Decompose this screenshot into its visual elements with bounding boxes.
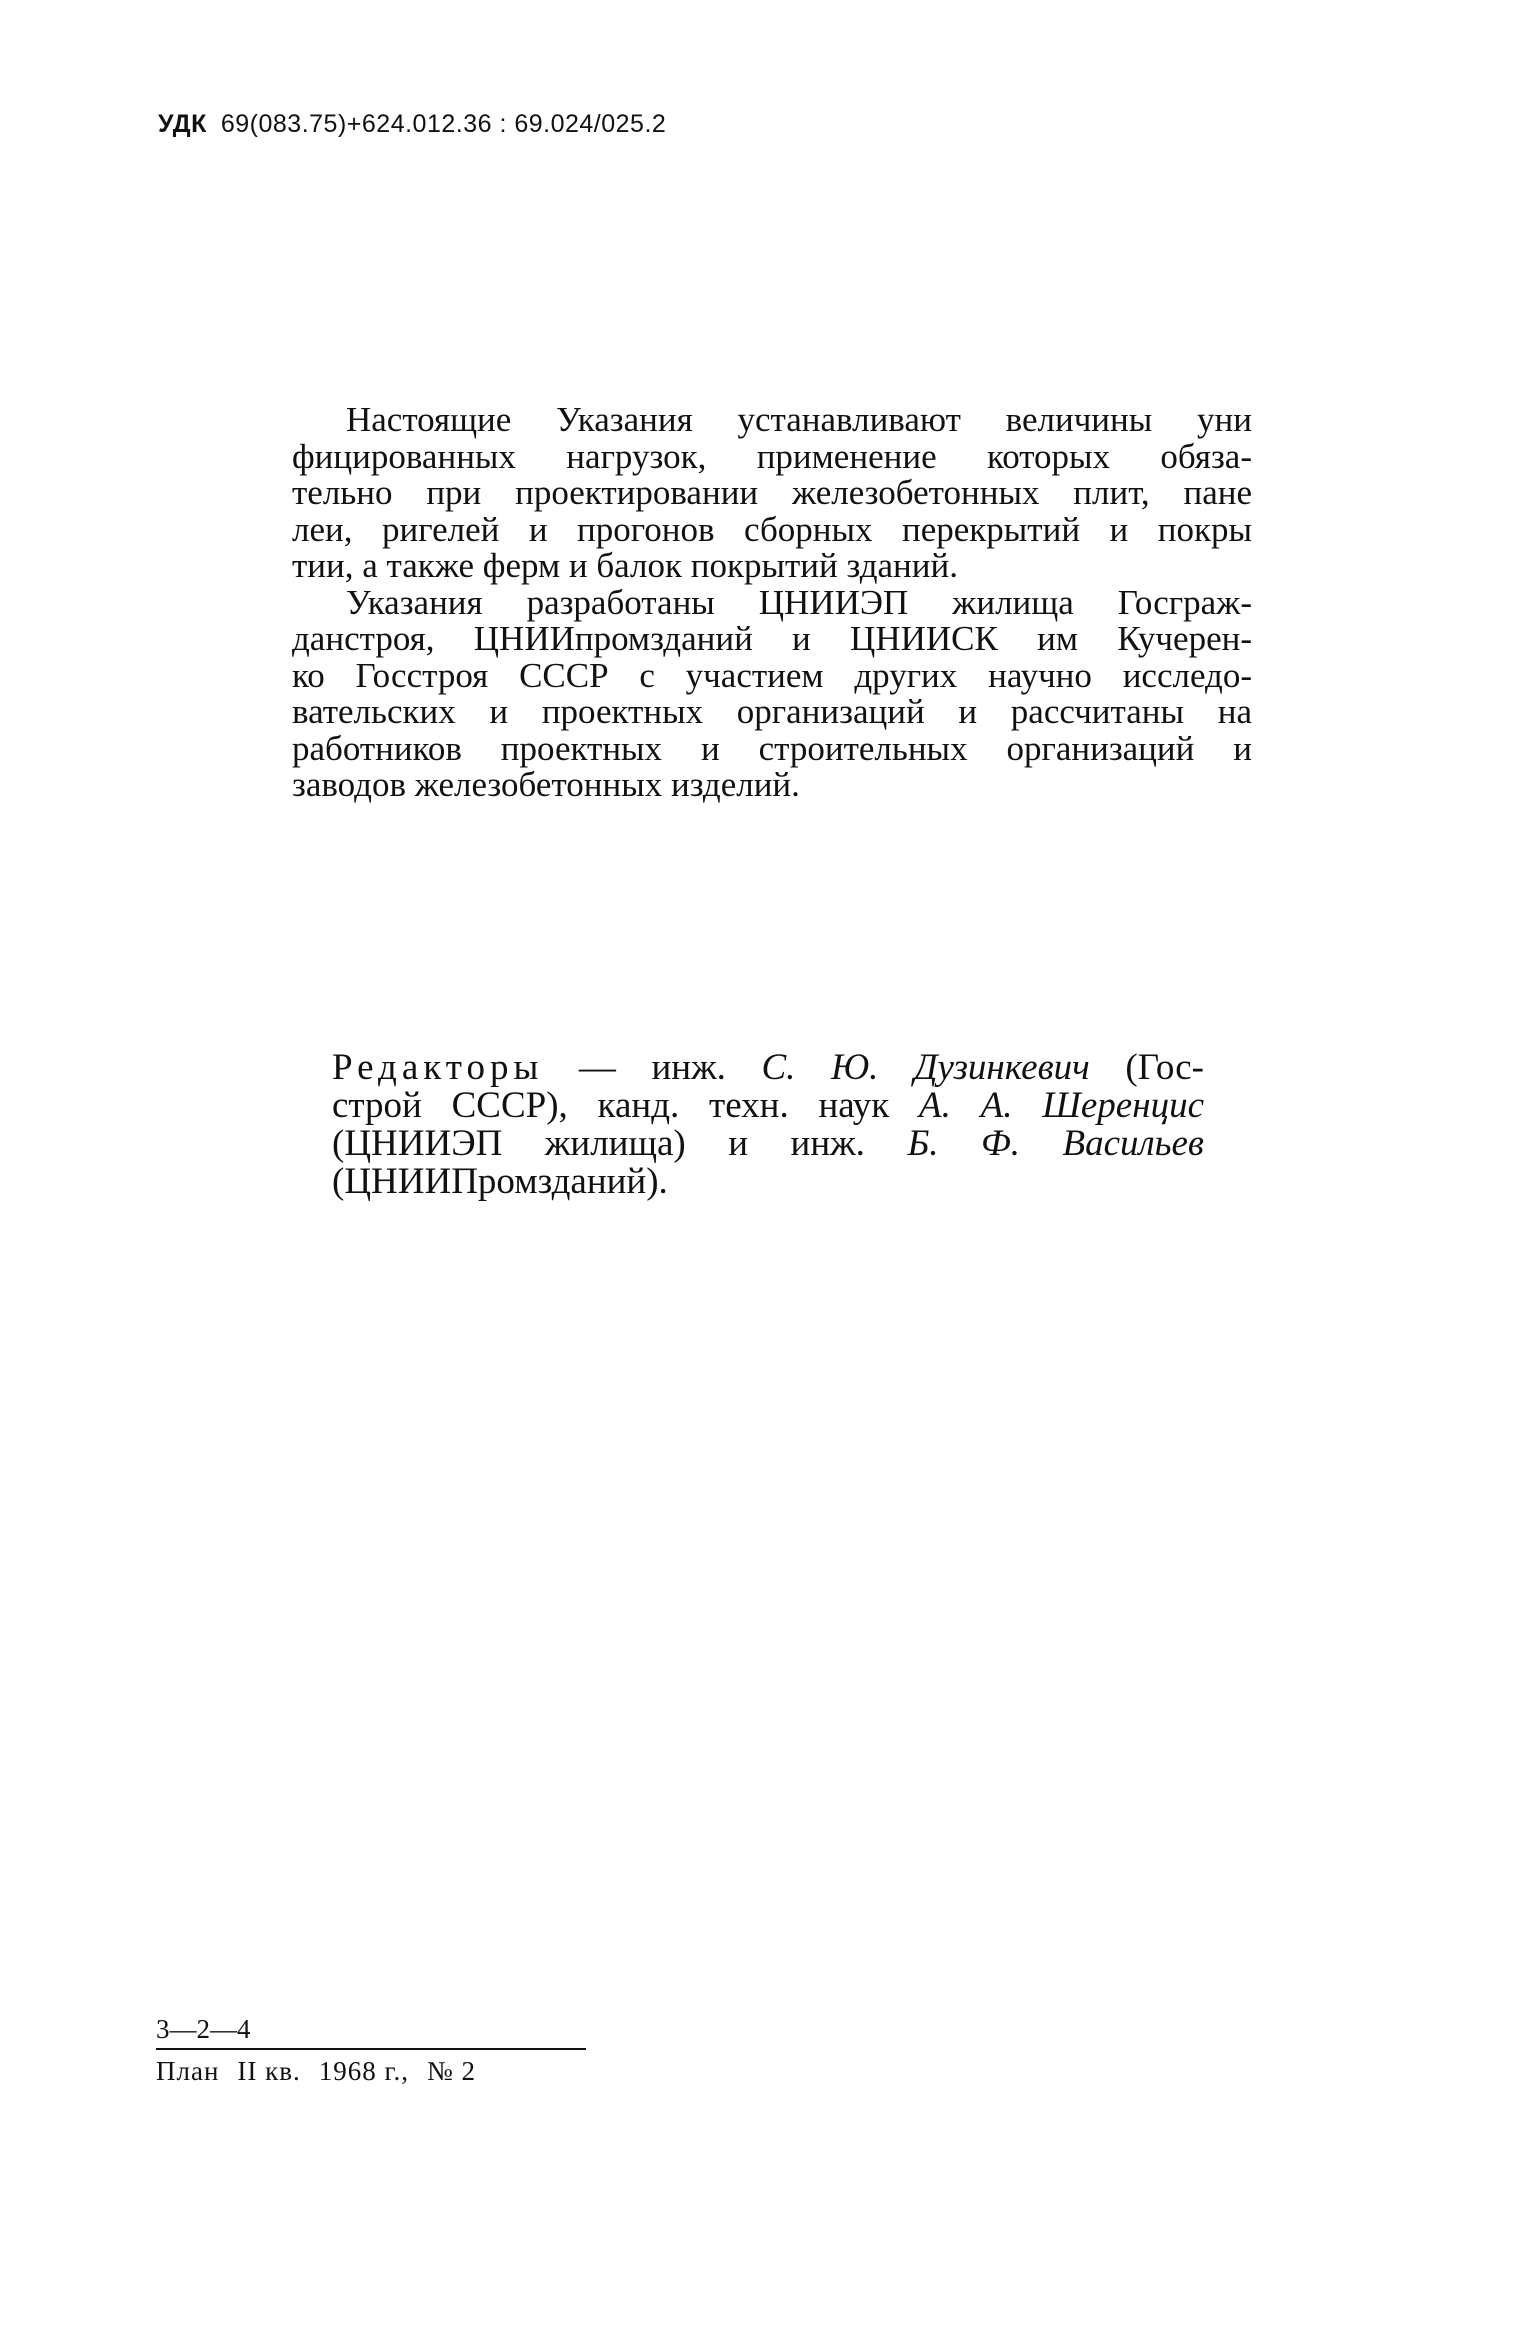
editor-3-name: Б. Ф. Васильев — [907, 1123, 1204, 1164]
text-line: заводов железобетонных изделий. — [292, 765, 800, 804]
udk-code: 69(083.75)+624.012.36 : 69.024/025.2 — [220, 110, 667, 138]
publication-footer — [156, 2014, 586, 2086]
text-line: фицированных нагрузок, применение которых обяза- — [292, 436, 1252, 476]
editor-2-name: А. А. Шеренцис — [919, 1085, 1204, 1126]
annotation-text — [292, 402, 1252, 804]
text-line: ко Госстроя СССР с участием других научно исследо- — [292, 655, 1252, 695]
text-line: Настоящие Указания устанавливают величины уни — [346, 400, 1252, 439]
editors-line-1 — [332, 1049, 1204, 1087]
paragraph-purpose — [292, 402, 1252, 585]
plan-quarter: II кв. — [237, 2056, 301, 2086]
text-line: леи, ригелей и прогонов сборных перекрытий и покры — [292, 509, 1252, 549]
editors-block — [332, 1049, 1204, 1201]
text-line: Указания разработаны ЦНИИЭП жилища Госграж- — [346, 582, 1252, 622]
editors-line-3 — [332, 1125, 1204, 1163]
text-line: работников проектных и строительных организаций и — [292, 728, 1252, 768]
paragraph-authors — [292, 582, 1252, 804]
plan-year: 1968 г., — [318, 2056, 410, 2086]
footer-divider — [156, 2048, 586, 2050]
editors-label: Редакторы — [332, 1047, 544, 1088]
index-code: 3—2—4 — [156, 2014, 251, 2044]
plan-line — [156, 2056, 586, 2086]
editor-text: строй СССР), канд. техн. наук — [332, 1085, 890, 1126]
plan-number: № 2 — [427, 2056, 477, 2086]
text-line: тельно при проектировании железобетонных плит, пане — [292, 473, 1252, 512]
text-line: тии, а также ферм и балок покрытий зданий. — [292, 546, 958, 585]
editors-line-4: (ЦНИИПромзданий). — [332, 1161, 668, 1202]
editors-line-2 — [332, 1087, 1204, 1125]
editor-title: — инж. — [578, 1047, 726, 1088]
text-line: данстроя, ЦНИИпромзданий и ЦНИИСК им Кучерен- — [292, 619, 1252, 658]
editor-text: (ЦНИИЭП жилища) и инж. — [332, 1123, 865, 1164]
editor-1-name: С. Ю. Дузинкевич — [761, 1047, 1090, 1088]
text-line: вательских и проектных организаций и рассчитаны на — [292, 692, 1252, 731]
udk-label: УДК — [158, 110, 207, 138]
udk-classification — [158, 110, 666, 139]
plan-word: План — [156, 2056, 220, 2086]
editor-1-org: (Гос- — [1125, 1047, 1204, 1088]
